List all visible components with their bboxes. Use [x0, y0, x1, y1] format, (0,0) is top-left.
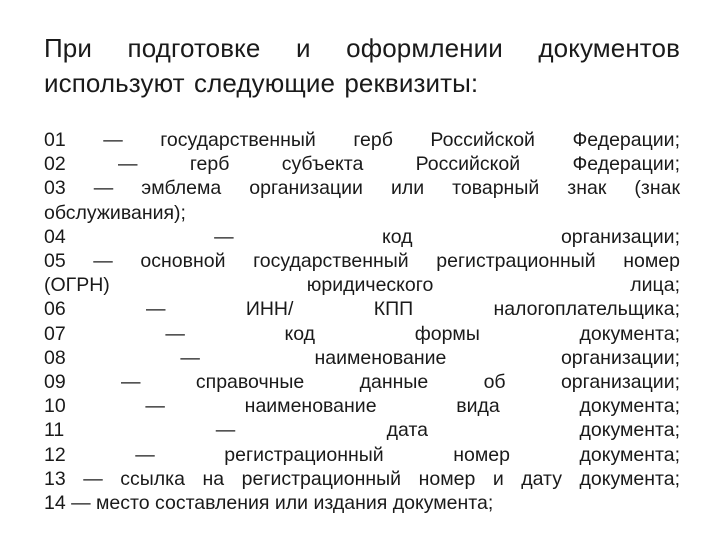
list-item-08: 08 — наименование организации;: [44, 346, 680, 369]
list-item-11: 11 — дата документа;: [44, 419, 680, 442]
list-item-10: 10 — наименование вида документа;: [44, 395, 680, 418]
title-line-2: используют следующие реквизиты:: [44, 68, 479, 98]
list-item-06: 06 — ИНН/ КПП налогоплательщика;: [44, 298, 680, 321]
list-item-05-continuation: (ОГРН) юридического лица;: [44, 274, 680, 297]
list-item-07: 07 — код формы документа;: [44, 322, 680, 345]
list-item-01: 01 — государственный герб Российской Федерации;: [44, 129, 680, 151]
list-item-13: 13 — ссылка на регистрационный номер и дату документа;: [44, 467, 680, 490]
title-line-1: При подготовке и оформлении документов: [44, 33, 680, 63]
list-item-09: 09 — справочные данные об организации;: [44, 371, 680, 394]
list-item-14: 14 — место составления или издания документа;: [44, 492, 494, 515]
list-item-04: 04 — код организации;: [44, 225, 680, 248]
slide-title: [44, 31, 680, 101]
list-item-03-continuation: обслуживания);: [44, 201, 186, 224]
list-item-05: 05 — основной государственный регистрационный номер: [44, 250, 680, 273]
list-item-02: 02 — герб субъекта Российской Федерации;: [44, 153, 680, 176]
list-item-03: 03 — эмблема организации или товарный знак (знак: [44, 177, 680, 200]
list-item-12: 12 — регистрационный номер документа;: [44, 443, 680, 466]
requisites-list: [44, 128, 680, 515]
